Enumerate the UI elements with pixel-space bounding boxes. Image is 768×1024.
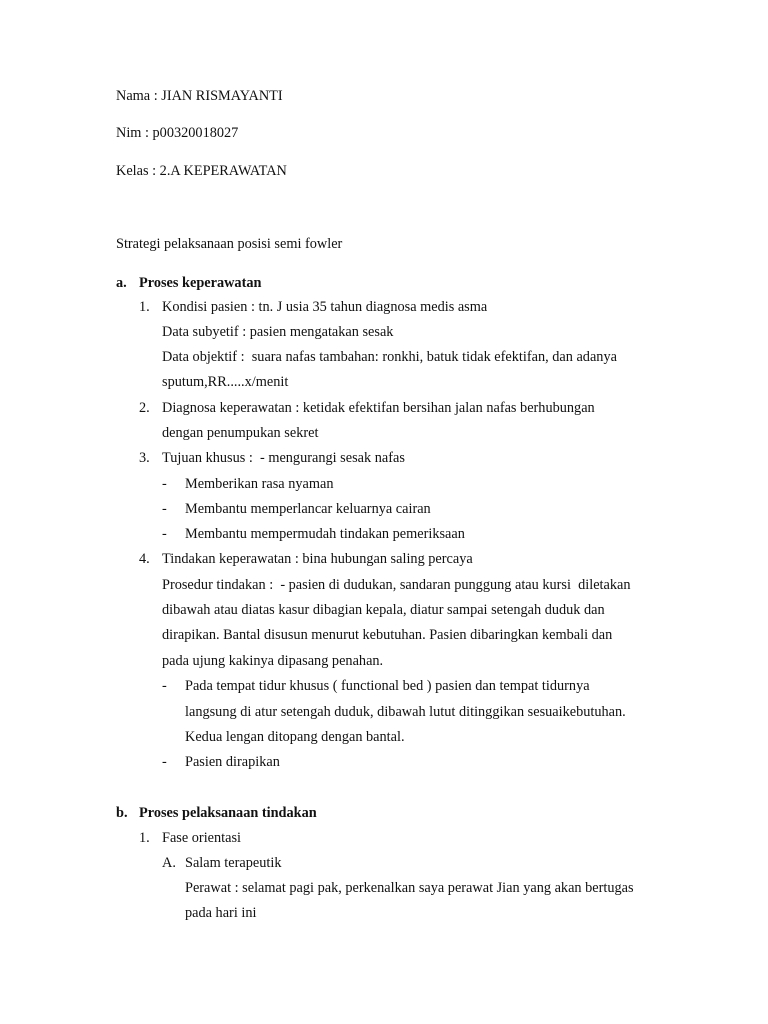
item-1-line: sputum,RR.....x/menit [162,374,289,390]
bullet-dash: - [162,501,167,517]
sub-item-heading: Salam terapeutik [185,855,282,871]
item-1-line: Fase orientasi [162,830,242,846]
bullet-text: Memberikan rasa nyaman [185,476,334,492]
bullet-text: Membantu mempermudah tindakan pemeriksaan [185,526,465,542]
section-a-heading: Proses keperawatan [139,275,262,291]
item-3-line: Tujuan khusus : - mengurangi sesak nafas [162,450,405,466]
item-4-number: 4. [139,551,150,567]
item-2-line: dengan penumpukan sekret [162,425,319,441]
dialogue-line: Perawat : selamat pagi pak, perkenalkan saya perawat Jian yang akan bertugas [185,880,634,896]
bullet-dash: - [162,526,167,542]
dialogue-line: pada hari ini [185,905,257,921]
bullet-dash: - [162,678,167,694]
bullet-dash: - [162,476,167,492]
bullet-text: langsung di atur setengah duduk, dibawah lutut ditinggikan sesuaikebutuhan. [185,704,626,720]
item-1-number: 1. [139,830,150,846]
item-4-line: Tindakan keperawatan : bina hubungan saling percaya [162,551,473,567]
section-b-heading: Proses pelaksanaan tindakan [139,805,317,821]
section-a-marker: a. [116,275,127,291]
bullet-text: Pasien dirapikan [185,754,280,770]
item-3-number: 3. [139,450,150,466]
procedure-line: pada ujung kakinya dipasang penahan. [162,653,384,669]
item-1-line: Data subyetif : pasien mengatakan sesak [162,324,394,340]
section-b-marker: b. [116,805,128,821]
bullet-dash: - [162,754,167,770]
student-class-line: Kelas : 2.A KEPERAWATAN [116,163,287,179]
item-1-line: Kondisi pasien : tn. J usia 35 tahun diagnosa medis asma [162,299,488,315]
procedure-line: Prosedur tindakan : - pasien di dudukan, sandaran punggung atau kursi diletakan [162,577,631,593]
bullet-text: Pada tempat tidur khusus ( functional bed ) pasien dan tempat tidurnya [185,678,590,694]
item-1-line: Data objektif : suara nafas tambahan: ronkhi, batuk tidak efektifan, dan adanya [162,349,617,365]
item-1-number: 1. [139,299,150,315]
procedure-line: dibawah atau diatas kasur dibagian kepala, diatur sampai setengah duduk dan [162,602,605,618]
document-title: Strategi pelaksanaan posisi semi fowler [116,236,343,252]
bullet-text: Kedua lengan ditopang dengan bantal. [185,729,405,745]
student-nim-line: Nim : p00320018027 [116,125,239,141]
procedure-line: dirapikan. Bantal disusun menurut kebutuhan. Pasien dibaringkan kembali dan [162,627,613,643]
item-2-number: 2. [139,400,150,416]
bullet-text: Membantu memperlancar keluarnya cairan [185,501,431,517]
sub-item-marker: A. [162,855,176,871]
student-name-line: Nama : JIAN RISMAYANTI [116,88,283,104]
item-2-line: Diagnosa keperawatan : ketidak efektifan bersihan jalan nafas berhubungan [162,400,595,416]
